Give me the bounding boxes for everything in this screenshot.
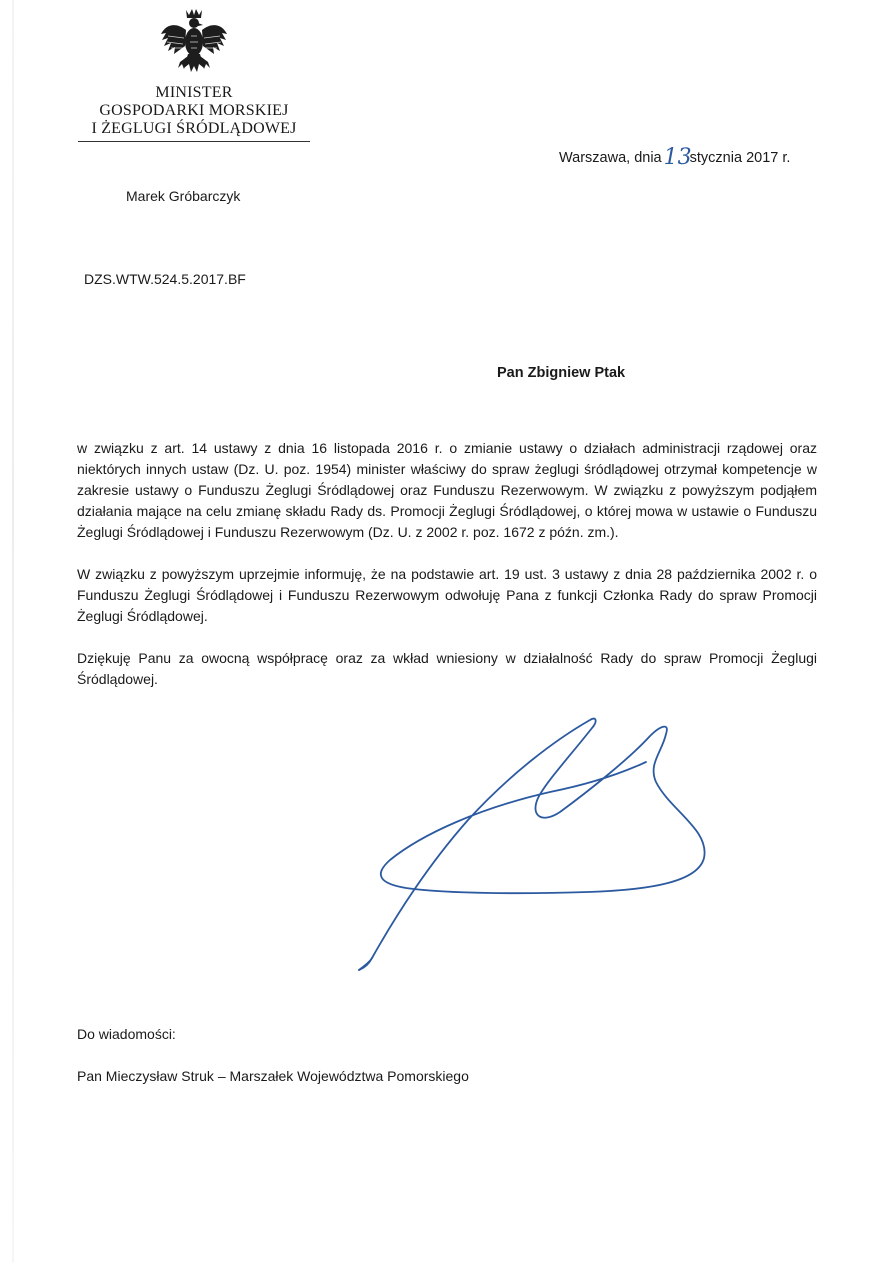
- ministry-name: [78, 84, 310, 138]
- recipient-name: Pan Zbigniew Ptak: [497, 365, 626, 381]
- minister-name: Marek Gróbarczyk: [126, 188, 241, 204]
- cc-label: Do wiadomości:: [77, 1026, 176, 1042]
- handwritten-signature: [350, 712, 720, 977]
- body-paragraph-3: Dziękuję Panu za owocną współpracę oraz za wkład wniesiony w działalność Rady do spraw Promocji Żeglugi Śródlądowej.: [77, 650, 817, 687]
- ministry-line-3: I ŻEGLUGI ŚRÓDLĄDOWEJ: [91, 120, 297, 137]
- date-suffix: stycznia 2017 r.: [689, 150, 791, 166]
- ministry-line-1: MINISTER: [155, 84, 233, 101]
- letterhead-rule: [78, 141, 310, 142]
- reference-number: DZS.WTW.524.5.2017.BF: [84, 271, 246, 287]
- scan-edge: [12, 0, 14, 1263]
- polish-eagle-emblem-icon: [158, 6, 230, 82]
- cc-item: Pan Mieczysław Struk – Marszałek Województwa Pomorskiego: [77, 1068, 469, 1084]
- body-paragraph-1: w związku z art. 14 ustawy z dnia 16 listopada 2016 r. o zmianie ustawy o działach administracji rządowej oraz niektórych innych ustaw (Dz. U. poz. 1954) minister właściwy do spraw żeglugi śródlądowej otrzymał kompetencje w zakresie ustawy o Funduszu Żeglugi Śródlądowej oraz Funduszu Rezerwowym. W związku z powyższym podjąłem działania mające na celu zmianę składu Rady ds. Promocji Żeglugi Śródlądowej, o której mowa w ustawie o Funduszu Żeglugi Śródlądowej i Funduszu Rezerwowym (Dz. U. z 2002 r. poz. 1672 z późn. zm.).: [77, 440, 817, 540]
- letter-body: [77, 438, 817, 711]
- date-line: [559, 143, 790, 168]
- date-prefix: Warszawa, dnia: [559, 150, 662, 166]
- date-day-handwritten: 13: [663, 145, 692, 170]
- letterhead: [78, 6, 310, 142]
- body-paragraph-2: W związku z powyższym uprzejmie informuję, że na podstawie art. 19 ust. 3 ustawy z dnia 28 października 2002 r. o Funduszu Żeglugi Śródlądowej i Funduszu Rezerwowym odwołuję Pana z funkcji Członka Rady do spraw Promocji Żeglugi Śródlądowej.: [77, 566, 817, 624]
- ministry-line-2: GOSPODARKI MORSKIEJ: [99, 102, 289, 119]
